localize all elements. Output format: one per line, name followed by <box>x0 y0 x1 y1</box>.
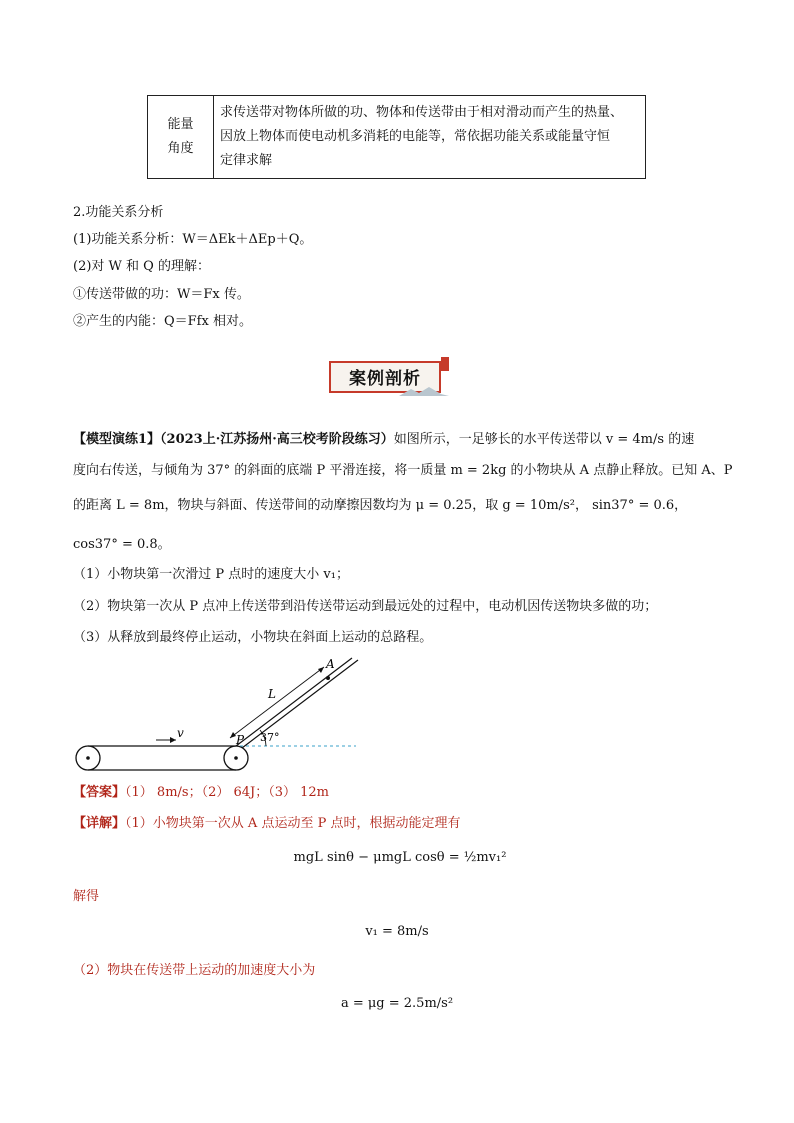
energy-body-line2: 因放上物体而使电动机多消耗的电能等，常依据功能关系或能量守恒 <box>220 129 611 144</box>
energy-head-line1: 能量 <box>167 117 194 132</box>
equation-acceleration: a = μg = 2.5m/s² <box>340 996 454 1011</box>
label-a: A <box>326 657 335 671</box>
incline <box>236 658 358 748</box>
equation-v1: v₁ = 8m/s <box>365 924 429 939</box>
detail-p2: （2）物块在传送带上运动的加速度大小为 <box>73 963 316 978</box>
conveyor-belt <box>76 746 248 770</box>
energy-table <box>147 95 646 179</box>
energy-table-head <box>148 96 214 179</box>
detail-line1 <box>73 815 460 833</box>
problem-line2: 度向右传送，与倾角为 37° 的斜面的底端 P 平滑连接，将一质量 m = 2kg 的小物块从 A 点静止释放。已知 A、P <box>73 463 733 478</box>
label-v: v <box>177 726 184 740</box>
section2-title: 2.功能关系分析 <box>73 205 164 220</box>
point-a-dot <box>326 676 330 680</box>
energy-body-line3: 定律求解 <box>220 153 273 168</box>
detail-jiede: 解得 <box>73 889 100 904</box>
detail-p1: （1）小物块第一次从 A 点运动至 P 点时，根据动能定理有 <box>125 816 461 831</box>
problem-source: （2023上·江苏扬州·高三校考阶段练习） <box>160 432 394 447</box>
case-analysis-banner <box>329 357 447 397</box>
label-l: L <box>268 687 276 701</box>
answer-line <box>73 784 329 802</box>
problem-line1 <box>73 431 694 449</box>
energy-head-line2: 角度 <box>167 141 194 156</box>
question-1: （1）小物块第一次滑过 P 点时的速度大小 v₁； <box>73 567 349 582</box>
banner-title: 案例剖析 <box>349 369 421 389</box>
answer-text: （1） 8m/s；（2） 64J；（3） 12m <box>125 785 329 800</box>
banner-corner-mark <box>441 357 449 371</box>
label-angle: 37° <box>260 731 280 744</box>
question-2: （2）物块第一次从 P 点冲上传送带到沿传送带运动到最远处的过程中，电动机因传送物块多做的功； <box>73 599 658 614</box>
conveyor-incline-figure <box>70 652 370 778</box>
section2-item4: ②产生的内能：Q＝Ffx 相对。 <box>73 314 252 329</box>
label-p: P <box>236 733 245 747</box>
length-dimension <box>230 667 324 738</box>
energy-table-body <box>214 96 646 179</box>
problem-text-line1: 如图所示，一足够长的水平传送带以 v = 4m/s 的速 <box>393 432 695 447</box>
section2-item1: (1)功能关系分析：W＝ΔEk＋ΔEp＋Q。 <box>73 232 313 247</box>
section2-item3: ①传送带做的功：W＝Fx 传。 <box>73 287 250 302</box>
problem-line4: cos37° = 0.8。 <box>73 537 171 552</box>
equation-energy-theorem: mgL sinθ − μmgL cosθ = ½mv₁² <box>293 850 507 865</box>
section2-item2: (2)对 W 和 Q 的理解： <box>73 259 210 274</box>
energy-body-line1: 求传送带对物体所做的功、物体和传送带由于相对滑动而产生的热量、 <box>220 105 624 120</box>
banner-mountain-icon <box>399 385 449 397</box>
problem-line3: 的距离 L = 8m，物块与斜面、传送带间的动摩擦因数均为 μ = 0.25，取 g = 10m/s²， sin37° = 0.6， <box>73 498 688 513</box>
answer-tag: 【答案】 <box>73 785 126 800</box>
velocity-arrow <box>156 737 176 743</box>
detail-tag: 【详解】 <box>73 816 126 831</box>
question-3: （3）从释放到最终停止运动，小物块在斜面上运动的总路程。 <box>73 630 433 645</box>
problem-tag: 【模型演练1】 <box>73 432 161 447</box>
